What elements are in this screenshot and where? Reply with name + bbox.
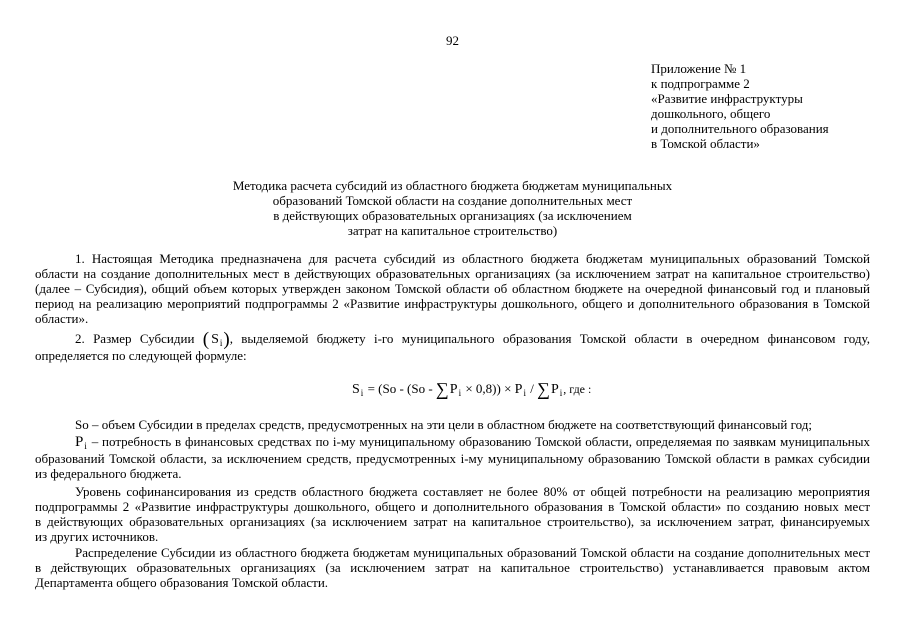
appendix-line: Приложение № 1: [651, 61, 747, 76]
line-text: в действующих образовательных организациях (за исключением затрат на капитальное строительство), за исключением затрат, финансируемых: [35, 514, 870, 529]
title-line: в действующих образовательных организациях (за исключением: [273, 208, 632, 223]
paragraph-1-line: [35, 296, 870, 311]
paragraph-2-rest: , выделяемой бюджету i-го муниципального образования Томской области в очередном финансовом году,: [229, 331, 870, 346]
cofinancing-line: [35, 499, 870, 514]
definition-p-line: [35, 466, 870, 481]
line-text: Уровень софинансирования из средств областного бюджета составляет не более 80% от общей потребности на реализацию мероприятия: [75, 484, 870, 499]
line-text: области».: [35, 311, 89, 326]
appendix-line: и дополнительного образования: [651, 121, 829, 136]
sum-sign: ∑: [537, 379, 550, 399]
page-number: 92: [446, 33, 459, 48]
distribution-line: [35, 545, 870, 560]
line-text: области на создание дополнительных мест в действующих образовательных организациях (за исключением затрат на капитальное строительство): [35, 266, 870, 281]
formula-p-subscript: i: [458, 388, 462, 398]
formula-p-symbol: P: [514, 382, 523, 397]
paragraph-1-line: [35, 266, 870, 281]
formula-part: /: [526, 381, 538, 396]
sum-sign: ∑: [435, 379, 449, 399]
paragraph-1-line: [35, 281, 870, 296]
definition-p-line: [35, 434, 870, 449]
line-text: [75, 434, 870, 449]
formula-suffix: , где :: [563, 382, 592, 396]
subsidy-formula: [352, 381, 591, 397]
paragraph-1-line: [35, 251, 870, 266]
open-parenthesis: (: [202, 329, 210, 350]
formula-p-symbol: P: [449, 382, 458, 397]
line-text: (далее – Субсидия), общий объем которых утвержден законом Томской области об областном бюджете на очередной финансовый год и плановый: [35, 281, 870, 296]
cofinancing-line: [35, 514, 870, 529]
cofinancing-line: [35, 484, 870, 499]
line-text: Департамента общего образования Томской области.: [35, 575, 329, 590]
close-parenthesis: ): [223, 329, 230, 350]
p-subscript: i: [84, 441, 87, 451]
formula-lhs-subscript: i: [360, 388, 364, 398]
appendix-line: «Развитие инфраструктуры: [651, 91, 803, 106]
formula-part: × 0,8)) ×: [462, 381, 515, 396]
definition-p-description: – потребность в финансовых средствах по i-му муниципальному образованию Томской области, определяемая по заявкам муниципальных: [87, 434, 870, 449]
appendix-line: дошкольного, общего: [651, 106, 771, 121]
paragraph-2-line: [35, 348, 870, 363]
formula-part: = (So - (So -: [364, 381, 436, 396]
cofinancing-line: [35, 529, 870, 544]
formula-p-symbol: P: [550, 382, 559, 397]
line-text: So – объем Субсидии в пределах средств, предусмотренных на эти цели в областном бюджете на соответствующий финансовый год;: [75, 417, 812, 432]
subsidy-subscript: i: [219, 338, 223, 348]
p-symbol: P: [75, 434, 84, 450]
line-text: 1. Настоящая Методика предназначена для расчета субсидий из областного бюджета бюджетам муниципальных образований Томской: [75, 251, 870, 266]
formula-lhs-symbol: S: [352, 382, 360, 397]
line-text: из других источников.: [35, 529, 159, 544]
paragraph-1-line: [35, 311, 870, 326]
appendix-block: [651, 61, 829, 151]
line-text: определяется по следующей формуле:: [35, 348, 247, 363]
line-text: в действующих образовательных организациях (за исключением затрат на капитальное строительство) устанавливается правовым актом: [35, 560, 870, 575]
distribution-line: [35, 575, 870, 590]
line-text: [75, 329, 870, 350]
title-line: Методика расчета субсидий из областного бюджета бюджетам муниципальных: [232, 178, 673, 193]
appendix-line: в Томской области»: [651, 136, 760, 151]
line-text: период на реализацию мероприятий подпрограммы 2 «Развитие инфраструктуры дошкольного, общего и дополнительного образования в Томской: [35, 296, 870, 311]
title-line: образований Томской области на создание дополнительных мест: [272, 193, 633, 208]
line-text: Распределение Субсидии из областного бюджета бюджетам муниципальных образований Томской области на создание дополнительных мест: [75, 545, 870, 560]
line-text: подпрограммы 2 «Развитие инфраструктуры дошкольного, общего и дополнительного образования в Томской области» по созданию новых мест: [35, 499, 870, 514]
subsidy-symbol: S: [211, 332, 219, 347]
formula-p-subscript: i: [559, 388, 563, 398]
paragraph-2-line: [35, 329, 870, 350]
appendix-line: к подпрограмме 2: [651, 76, 750, 91]
definition-p-line: [35, 451, 870, 466]
paragraph-2-lead: 2. Размер Субсидии: [75, 331, 203, 346]
title-line: затрат на капитальное строительство): [347, 223, 558, 238]
distribution-line: [35, 560, 870, 575]
formula-p-subscript: i: [523, 388, 526, 398]
document-title: [0, 178, 905, 238]
definition-so-line: [35, 417, 870, 432]
line-text: из федерального бюджета.: [35, 466, 182, 481]
line-text: образований Томской области, за исключением средств, предусмотренных i-му муниципальному образованию Томской области в рамках субсидии: [35, 451, 870, 466]
